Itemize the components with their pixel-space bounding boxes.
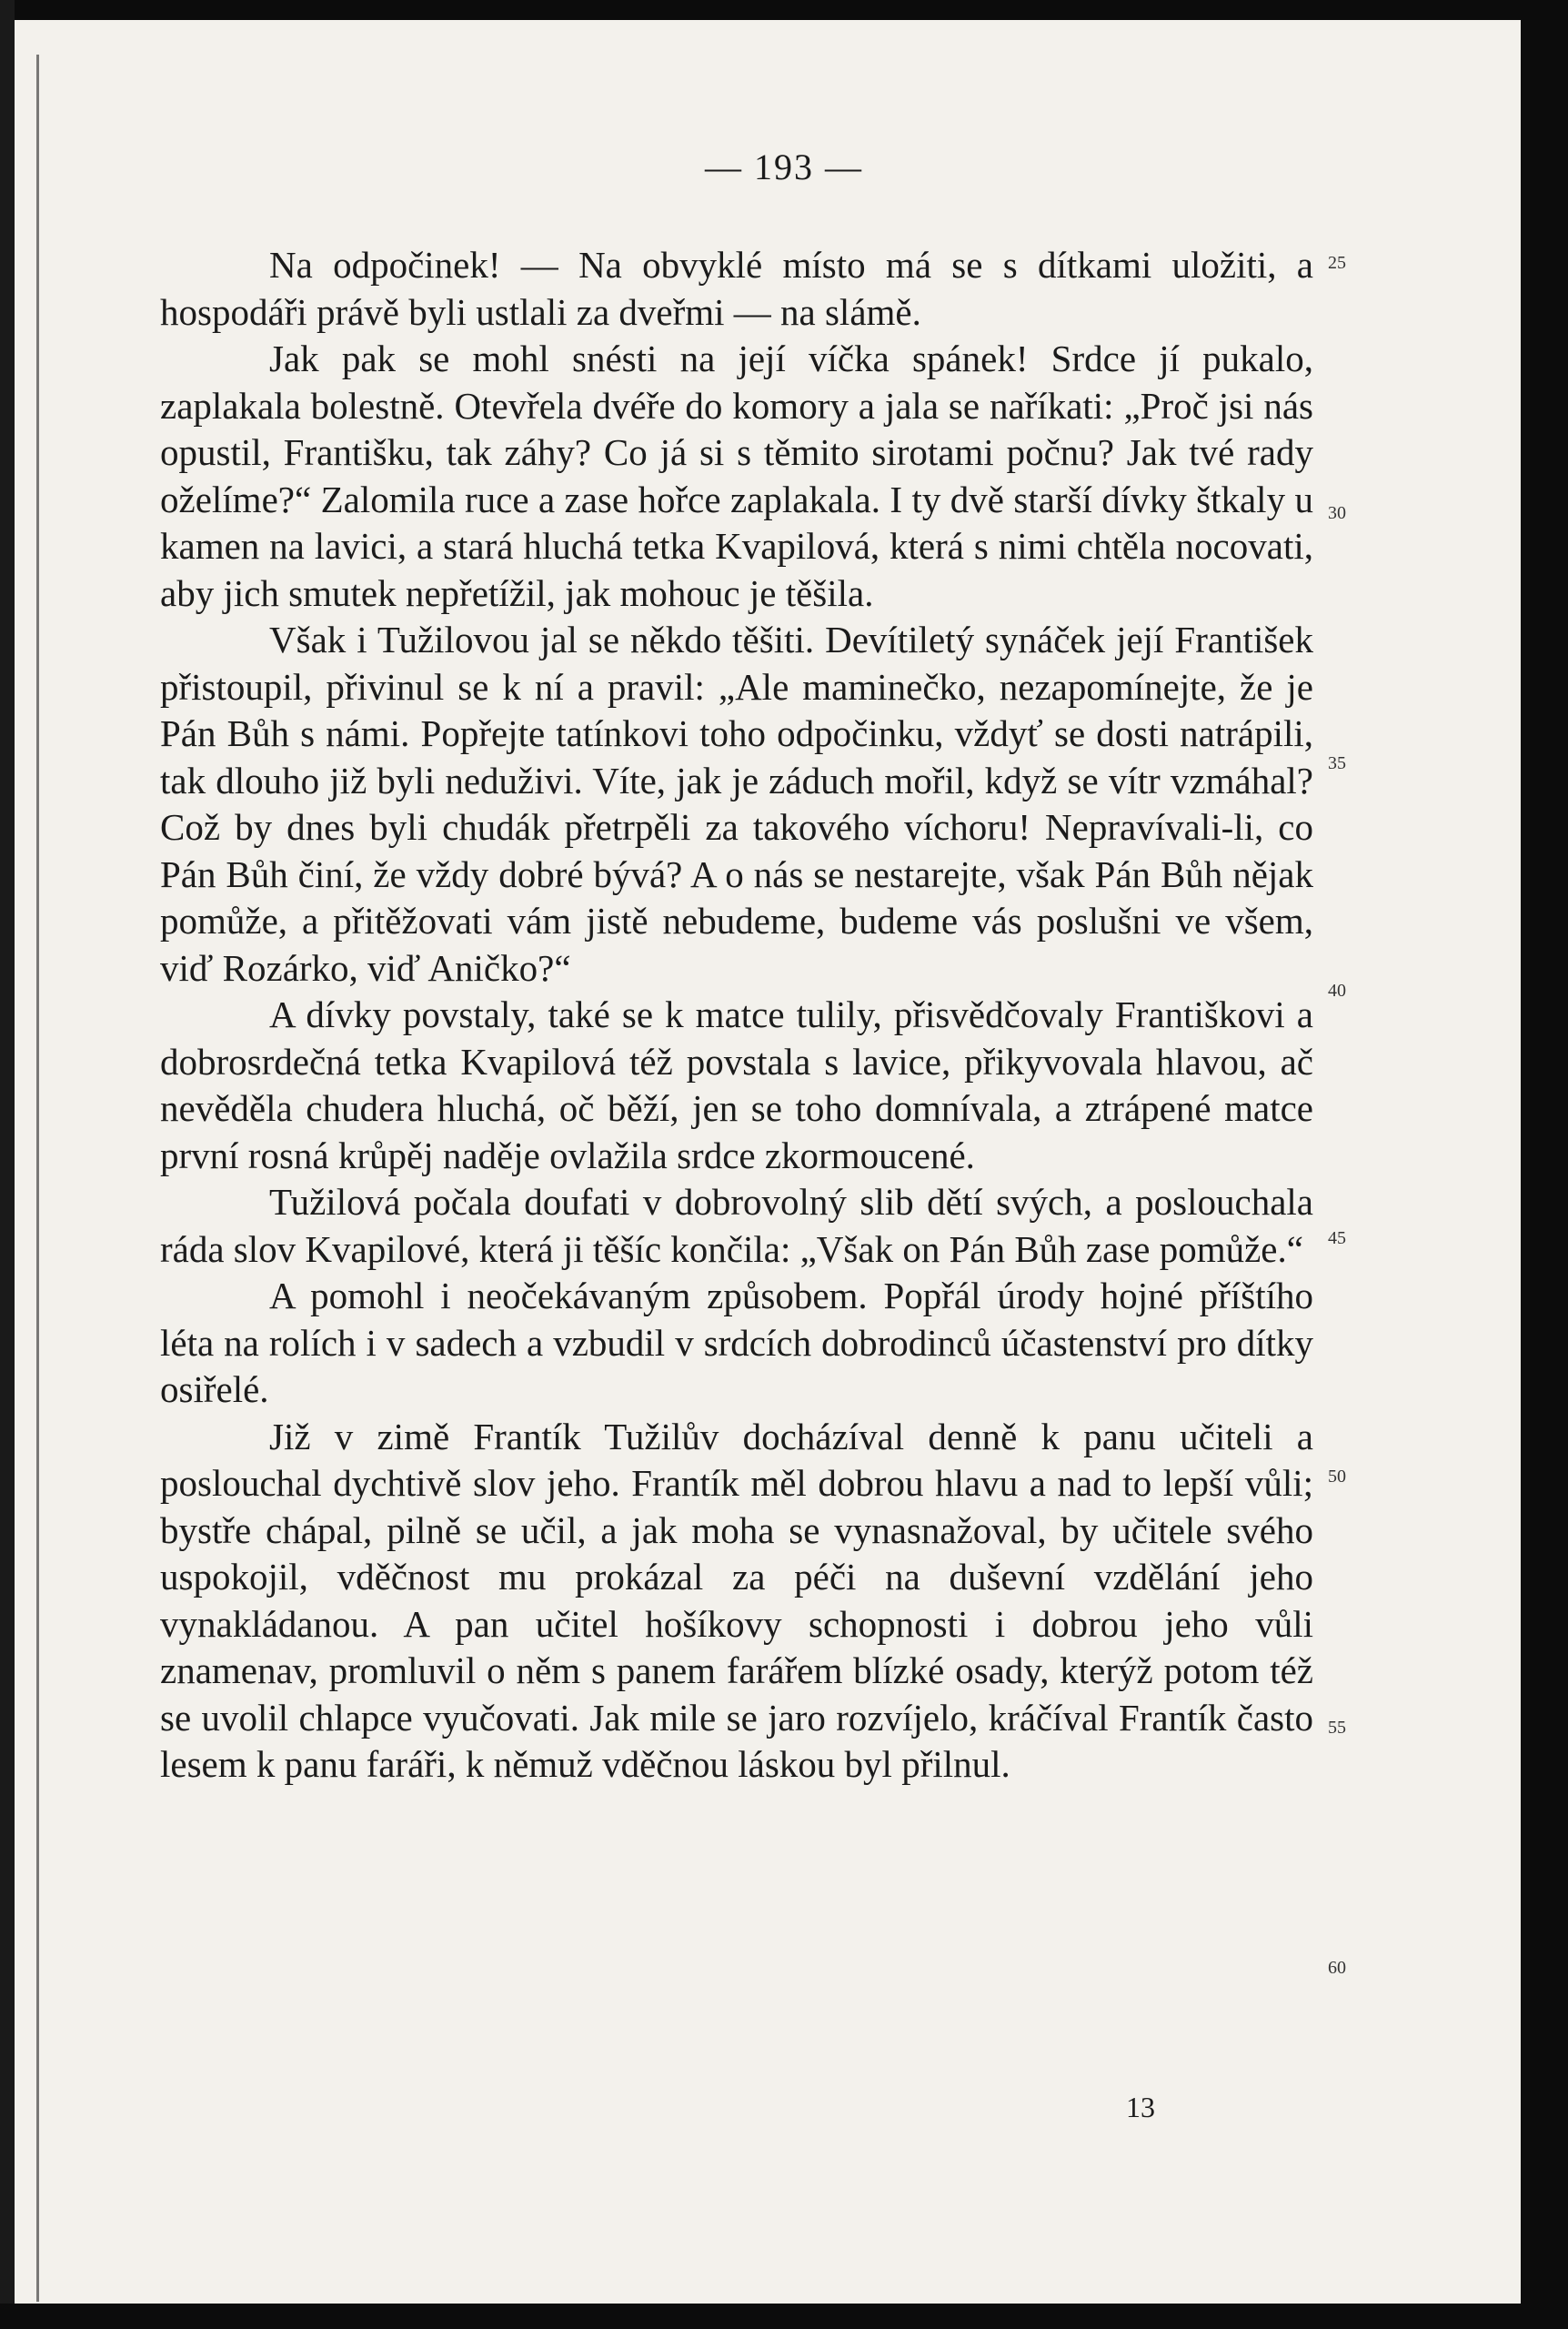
signature-mark: 13 (1126, 2091, 1155, 2123)
body-text (160, 242, 1313, 1789)
paragraph: Již v zimě Frantík Tužilův docházíval denně k panu učiteli a poslouchal dychtivě slov jeho. Frantík měl dobrou hlavu a nad to lepší vůli; bystře chápal, pilně se učil, a jak moha se vynasnažoval, by učitele svého uspokojil, vděčnost mu prokázal za péči na duševní vzdělání jeho vynakládanou. A pan učitel hošíkovy schopnosti i dobrou jeho vůli znamenav, promluvil o něm s panem farářem blízké osady, kterýž potom též se uvolil chlapce vyučovati. Jak mile se jaro rozvíjelo, kráčíval Frantík často lesem k panu faráři, k němuž vděčnou láskou byl přilnul. (160, 1415, 1313, 1785)
line-number: 35 (1328, 753, 1346, 773)
scan-border-bottom (0, 2304, 1568, 2329)
page-number: — 193 — (705, 146, 863, 187)
scan-border-top (0, 0, 1568, 20)
scan-border-left (0, 0, 15, 2329)
scan-border-right (1521, 0, 1568, 2329)
paragraph: A pomohl i neočekávaným způsobem. Popřál úrody hojné příštího léta na rolích i v sadech a vzbudil v srdcích dobrodinců účastenství pro dítky osiřelé. (160, 1275, 1313, 1410)
line-number: 55 (1328, 1718, 1346, 1738)
line-number: 30 (1328, 503, 1346, 523)
line-number: 25 (1328, 253, 1346, 273)
paragraph: Jak pak se mohl snésti na její víčka spánek! Srdce jí pukalo, zaplakala bolestně. Otevřela dvéře do komory a jala se naříkati: „Proč jsi nás opustil, Františku, tak záhy? Co já si s těmito sirotami počnu? Jak tvé rady oželíme?“ Zalomila ruce a zase hořce zaplakala. I ty dvě starší dívky štkaly u kamen na lavici, a stará hluchá tetka Kvapilová, která s nimi chtěla nocovati, aby jich smutek nepřetížil, jak mohouc je těšila. (160, 338, 1313, 614)
paragraph: Tužilová počala doufati v dobrovolný slib dětí svých, a poslouchala ráda slov Kvapilové, která ji těšíc končila: „Však on Pán Bůh zase pomůže.“ (160, 1181, 1313, 1270)
line-number: 60 (1328, 1958, 1346, 1978)
line-number: 50 (1328, 1467, 1346, 1487)
line-number: 40 (1328, 981, 1346, 1001)
paragraph: Však i Tužilovou jal se někdo těšiti. Devítiletý synáček její František přistoupil, přivinul se k ní a pravil: „Ale maminečko, nezapomínejte, že je Pán Bůh s námi. Popřejte tatínkovi toho odpočinku, vždyť se dosti natrápili, tak dlouho již byli neduživi. Víte, jak je záduch mořil, když se vítr vzmáhal? Což by dnes byli chudák přetrpěli za takového víchoru! Nepravívali-li, co Pán Bůh činí, že vždy dobré bývá? A o nás se nestarejte, však Pán Bůh nějak pomůže, a přitěžovati vám jistě nebudeme, budeme vás poslušni ve všem, viď Rozárko, viď Aničko?“ (160, 619, 1313, 989)
paragraph: A dívky povstaly, také se k matce tulily, přisvědčovaly Františkovi a dobrosrdečná tetka Kvapilová též povstala s lavice, přikyvovala hlavou, ač nevěděla chudera hluchá, oč běží, jen se toho domnívala, a ztrápené matce první rosná krůpěj naděje ovlažila srdce zkormoucené. (160, 993, 1313, 1176)
line-number: 45 (1328, 1228, 1346, 1248)
page-spine-line (36, 55, 39, 2302)
paragraph: Na odpočinek! — Na obvyklé místo má se s dítkami uložiti, a hospodáři právě byli ustlali za dveřmi — na slámě. (160, 244, 1313, 333)
